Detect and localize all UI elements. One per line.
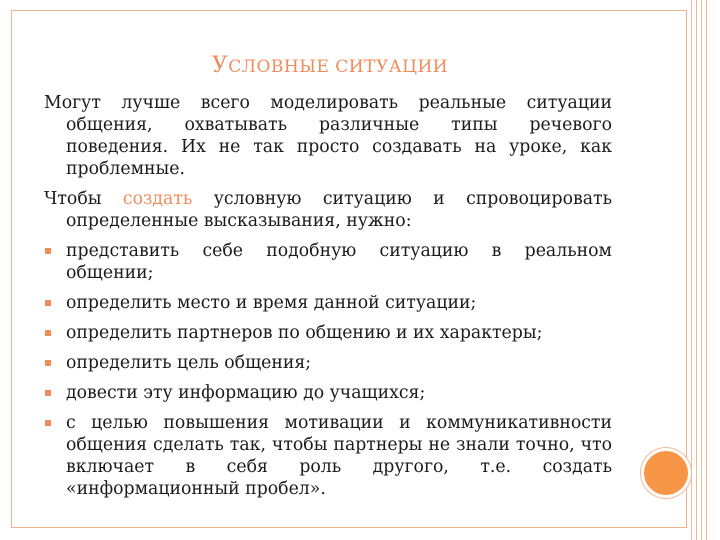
bullet-marker: [45, 248, 51, 254]
accent-word: создать: [122, 189, 193, 209]
paragraph-lead: [44, 188, 612, 232]
band-line: [701, 0, 702, 540]
bullet-marker: [45, 360, 51, 366]
lead-text: условную ситуацию и спровоцировать определенные высказывания, нужно:: [66, 189, 612, 231]
list-item-text: с целью повышения мотивации и коммуникативности общения сделать так, чтобы партнеры не знали точно, что включает в себя роль другого, т.е. создать «информационный пробел».: [66, 413, 612, 499]
list-item-text: определить партнеров по общению и их характеры;: [66, 323, 543, 343]
list-item: [44, 412, 612, 500]
decorative-orange-circle: [641, 448, 691, 498]
bullet-marker: [45, 420, 51, 426]
list-item: [44, 292, 612, 314]
list-item: [44, 240, 612, 284]
list-item: [44, 352, 612, 374]
slide-title: [0, 53, 660, 78]
paragraph-intro: Могут лучше всего моделировать реальные ситуации общения, охватывать различные типы речевого поведения. Их не так просто создавать на уроке, как проблемные.: [44, 93, 612, 179]
title-text: СИТУАЦИИ: [335, 57, 449, 77]
list-item: [44, 322, 612, 344]
title-cap: У: [211, 53, 229, 78]
list-item-text: довести эту информацию до учащихся;: [66, 383, 426, 403]
list-item: [44, 382, 612, 404]
list-item-text: определить место и время данной ситуации;: [66, 293, 477, 313]
bullet-marker: [45, 390, 51, 396]
list-item-text: представить себе подобную ситуацию в реальном общении;: [66, 241, 612, 283]
slide-body: [44, 92, 612, 500]
band-line: [706, 0, 707, 540]
lead-text: Чтобы: [44, 189, 123, 209]
bullet-marker: [45, 330, 51, 336]
bullet-list: [44, 240, 612, 500]
title-text: СЛОВНЫЕ: [228, 57, 336, 77]
band-line: [691, 0, 692, 540]
right-decorative-band: [687, 0, 720, 540]
bullet-marker: [45, 300, 51, 306]
band-line: [696, 0, 697, 540]
list-item-text: определить цель общения;: [66, 353, 312, 373]
